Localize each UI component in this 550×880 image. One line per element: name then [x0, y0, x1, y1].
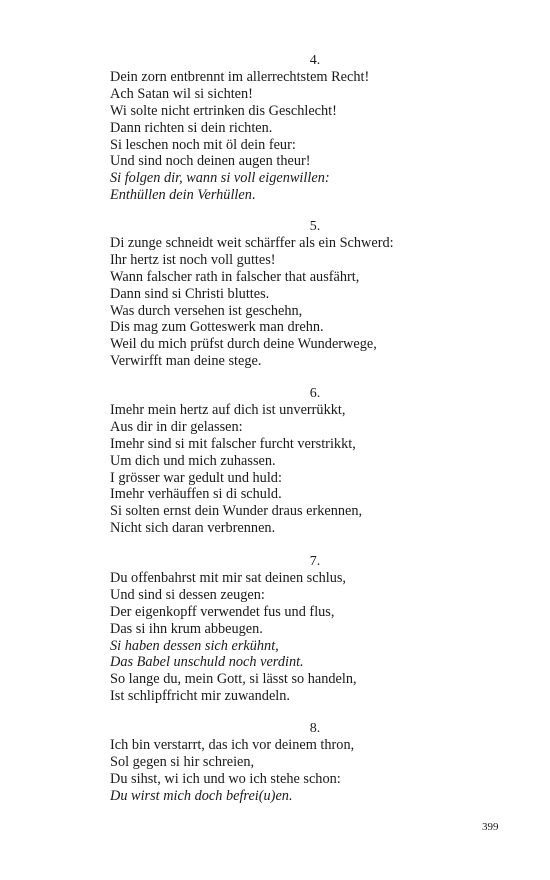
verse-line-text: Das Babel unschuld noch verdint. [110, 654, 304, 671]
stanza-lines [110, 235, 510, 370]
verse-line-text: Dis mag zum Gotteswerk man drehn. [110, 319, 324, 336]
verse-line [110, 621, 510, 638]
verse-line-text: Aus dir in dir gelassen: [110, 418, 243, 435]
page-number: 399 [482, 821, 499, 833]
verse-line [110, 771, 510, 788]
verse-line [110, 303, 510, 320]
verse-line [110, 419, 510, 436]
stanza-lines [110, 402, 510, 537]
verse-line-text: So lange du, mein Gott, si lässt so handeln, [110, 671, 357, 688]
verse-line-text: Imehr sind si mit falscher furcht verstrikkt, [110, 435, 356, 452]
verse-line-suffix: . [251, 187, 256, 204]
verse-line-text: Ist schlipffricht mir zuwandeln. [110, 688, 290, 705]
verse-line [110, 754, 510, 771]
stanza-number: 7. [309, 554, 321, 569]
verse-line [110, 252, 510, 269]
verse-line [110, 137, 510, 154]
verse-line [110, 570, 510, 587]
verse-line [110, 470, 510, 487]
verse-line [110, 103, 510, 120]
verse-line-text: Und sind noch deinen augen theur! [110, 153, 311, 170]
verse-line-text: Si folgen dir, wann si voll eigenwillen: [110, 170, 330, 187]
verse-line [110, 319, 510, 336]
verse-line [110, 587, 510, 604]
verse-line [110, 86, 510, 103]
stanza-number: 4. [309, 53, 321, 68]
verse-line [110, 688, 510, 705]
verse-line [110, 187, 510, 204]
verse-line [110, 520, 510, 537]
stanza-lines [110, 737, 510, 805]
verse-line-text: Weil du mich prüfst durch deine Wunderwege, [110, 336, 377, 353]
verse-line-text: Ihr hertz ist noch voll guttes! [110, 251, 276, 268]
stanza-number: 5. [309, 219, 321, 234]
verse-line [110, 170, 510, 187]
verse-line-text: Dann sind si Christi bluttes. [110, 285, 270, 302]
verse-line [110, 235, 510, 252]
verse-line [110, 638, 510, 655]
verse-line-text: Imehr mein hertz auf dich ist unverrükkt, [110, 402, 346, 418]
verse-line-text: I grösser war gedult und huld: [110, 469, 282, 486]
verse-line [110, 269, 510, 286]
verse-line-text: Dann richten si dein richten. [110, 119, 273, 136]
verse-line-text: Du offenbahrst mit mir sat deinen schlus, [110, 570, 346, 586]
verse-line-text: Das si ihn krum abbeugen. [110, 620, 263, 637]
verse-line [110, 503, 510, 520]
verse-line-text: Si leschen noch mit öl dein feur: [110, 136, 296, 153]
verse-line-text: Du wirst mich doch befrei(u)en. [110, 787, 293, 804]
verse-line-text: Um dich und mich zuhassen. [110, 452, 276, 469]
verse-line [110, 120, 510, 137]
verse-line-text: Wann falscher rath in falscher that ausfährt, [110, 268, 360, 285]
verse-line [110, 654, 510, 671]
verse-line [110, 336, 510, 353]
verse-line [110, 353, 510, 370]
verse-line [110, 486, 510, 503]
verse-line [110, 153, 510, 170]
verse-line-text: Si haben dessen sich erkühnt, [110, 637, 279, 654]
verse-line [110, 69, 510, 86]
verse-line-text: Dein zorn entbrennt im allerrechtstem Recht! [110, 69, 370, 85]
stanza-lines [110, 570, 510, 705]
stanza-number: 8. [309, 721, 321, 736]
verse-line [110, 286, 510, 303]
verse-line [110, 737, 510, 754]
verse-line-text: Du sihst, wi ich und wo ich stehe schon: [110, 770, 341, 787]
verse-line [110, 402, 510, 419]
verse-line-text: Imehr verhäuffen si di schuld. [110, 486, 282, 503]
verse-line-text: Ach Satan wil si sichten! [110, 85, 253, 102]
stanza-number: 6. [309, 386, 321, 401]
verse-line-text: Nicht sich daran verbrennen. [110, 520, 276, 537]
stanza-lines [110, 69, 510, 204]
verse-line-text: Der eigenkopff verwendet fus und flus, [110, 603, 335, 620]
verse-line-text: Und sind si dessen zeugen: [110, 586, 265, 603]
verse-line-text: Di zunge schneidt weit schärffer als ein Schwerd: [110, 235, 394, 251]
verse-line [110, 671, 510, 688]
verse-line-text: Verwirfft man deine stege. [110, 353, 262, 370]
verse-line [110, 436, 510, 453]
verse-line-text: Enthüllen dein Verhüllen [110, 187, 252, 204]
verse-line [110, 453, 510, 470]
verse-line [110, 788, 510, 805]
verse-line-text: Sol gegen si hir schreien, [110, 753, 255, 770]
verse-line-text: Wi solte nicht ertrinken dis Geschlecht! [110, 102, 337, 119]
verse-line [110, 604, 510, 621]
verse-line-text: Si solten ernst dein Wunder draus erkennen, [110, 503, 363, 520]
verse-line-text: Was durch versehen ist geschehn, [110, 302, 303, 319]
verse-line-text: Ich bin verstarrt, das ich vor deinem thron, [110, 737, 355, 753]
